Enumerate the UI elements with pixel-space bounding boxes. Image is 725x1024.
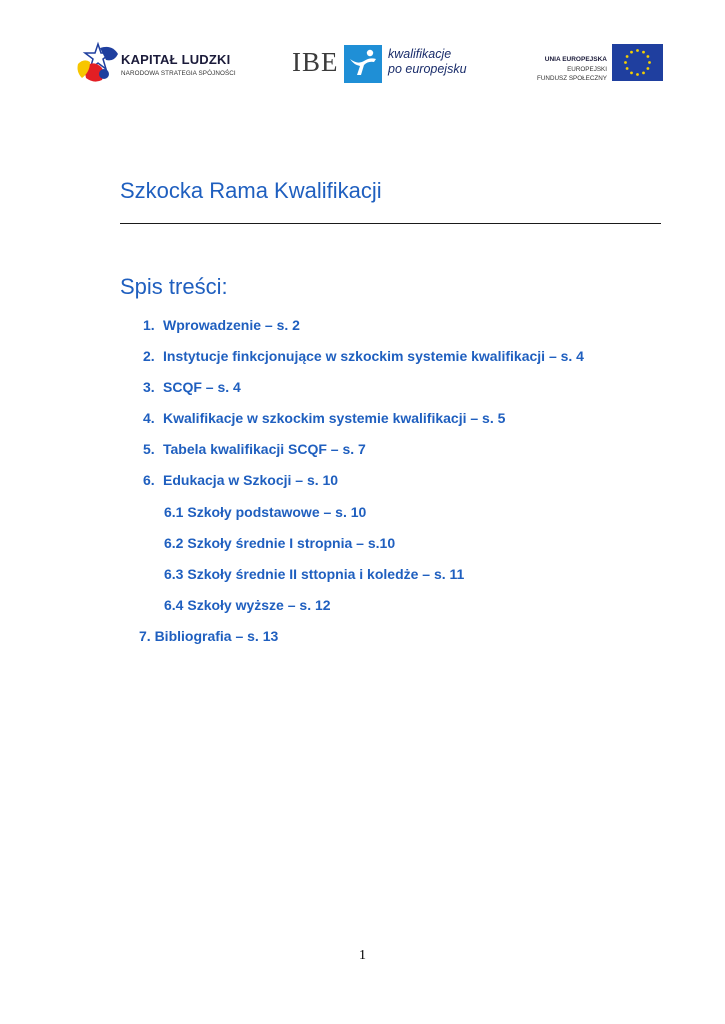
toc-item[interactable] (143, 317, 300, 333)
title-divider (120, 223, 661, 224)
toc-subitem[interactable]: 6.2 Szkoły średnie I stropnia – s.10 (164, 535, 396, 551)
toc-item-number: 1. (143, 317, 155, 333)
toc-item[interactable] (143, 410, 505, 426)
toc-subitem[interactable]: 6.4 Szkoły wyższe – s. 12 (164, 597, 331, 613)
kapital-ludzki-emblem-icon (76, 38, 120, 86)
eu-line-3: FUNDUSZ SPOŁECZNY (537, 75, 607, 82)
toc-subitem[interactable]: 6.3 Szkoły średnie II sttopnia i koledże – s. 11 (164, 566, 465, 582)
toc-item-text: Kwalifikacje w szkockim systemie kwalifikacji – s. 5 (163, 410, 506, 426)
eu-line-2: EUROPEJSKI (567, 66, 607, 73)
ibe-tagline-2: po europejsku (388, 62, 467, 76)
ibe-tagline-1: kwalifikacje (388, 47, 452, 61)
page-number: 1 (359, 948, 366, 963)
toc-item-text: Wprowadzenie – s. 2 (163, 317, 300, 333)
toc-item-number: 2. (143, 348, 155, 364)
toc-item-text: SCQF – s. 4 (163, 379, 241, 395)
toc-item-text: Edukacja w Szkocji – s. 10 (163, 472, 339, 488)
toc-item-number: 3. (143, 379, 155, 395)
toc-item[interactable] (143, 348, 584, 364)
eu-title: UNIA EUROPEJSKA (544, 56, 607, 63)
toc-item[interactable] (143, 441, 366, 457)
eu-flag-icon (612, 44, 663, 81)
toc-subitem[interactable]: 6.1 Szkoły podstawowe – s. 10 (164, 504, 367, 520)
toc-item-number: 4. (143, 410, 155, 426)
toc-heading: Spis treści: (120, 274, 228, 299)
toc-item-number: 5. (143, 441, 155, 457)
toc-item-bibliography[interactable]: 7. Bibliografia – s. 13 (139, 628, 279, 644)
toc-item-text: Tabela kwalifikacji SCQF – s. 7 (163, 441, 366, 457)
toc-item[interactable] (143, 379, 241, 395)
document-title: Szkocka Rama Kwalifikacji (120, 178, 382, 203)
toc-item-text: Instytucje finkcjonujące w szkockim systemie kwalifikacji – s. 4 (163, 348, 584, 364)
ibe-logo-text: IBE (292, 47, 339, 77)
toc-item[interactable] (143, 472, 338, 488)
kapital-ludzki-title: KAPITAŁ LUDZKI (121, 52, 231, 67)
ibe-figure-icon (344, 45, 382, 83)
toc-item-number: 6. (143, 472, 155, 488)
kapital-ludzki-subtitle: NARODOWA STRATEGIA SPÓJNOŚCI (121, 70, 236, 77)
